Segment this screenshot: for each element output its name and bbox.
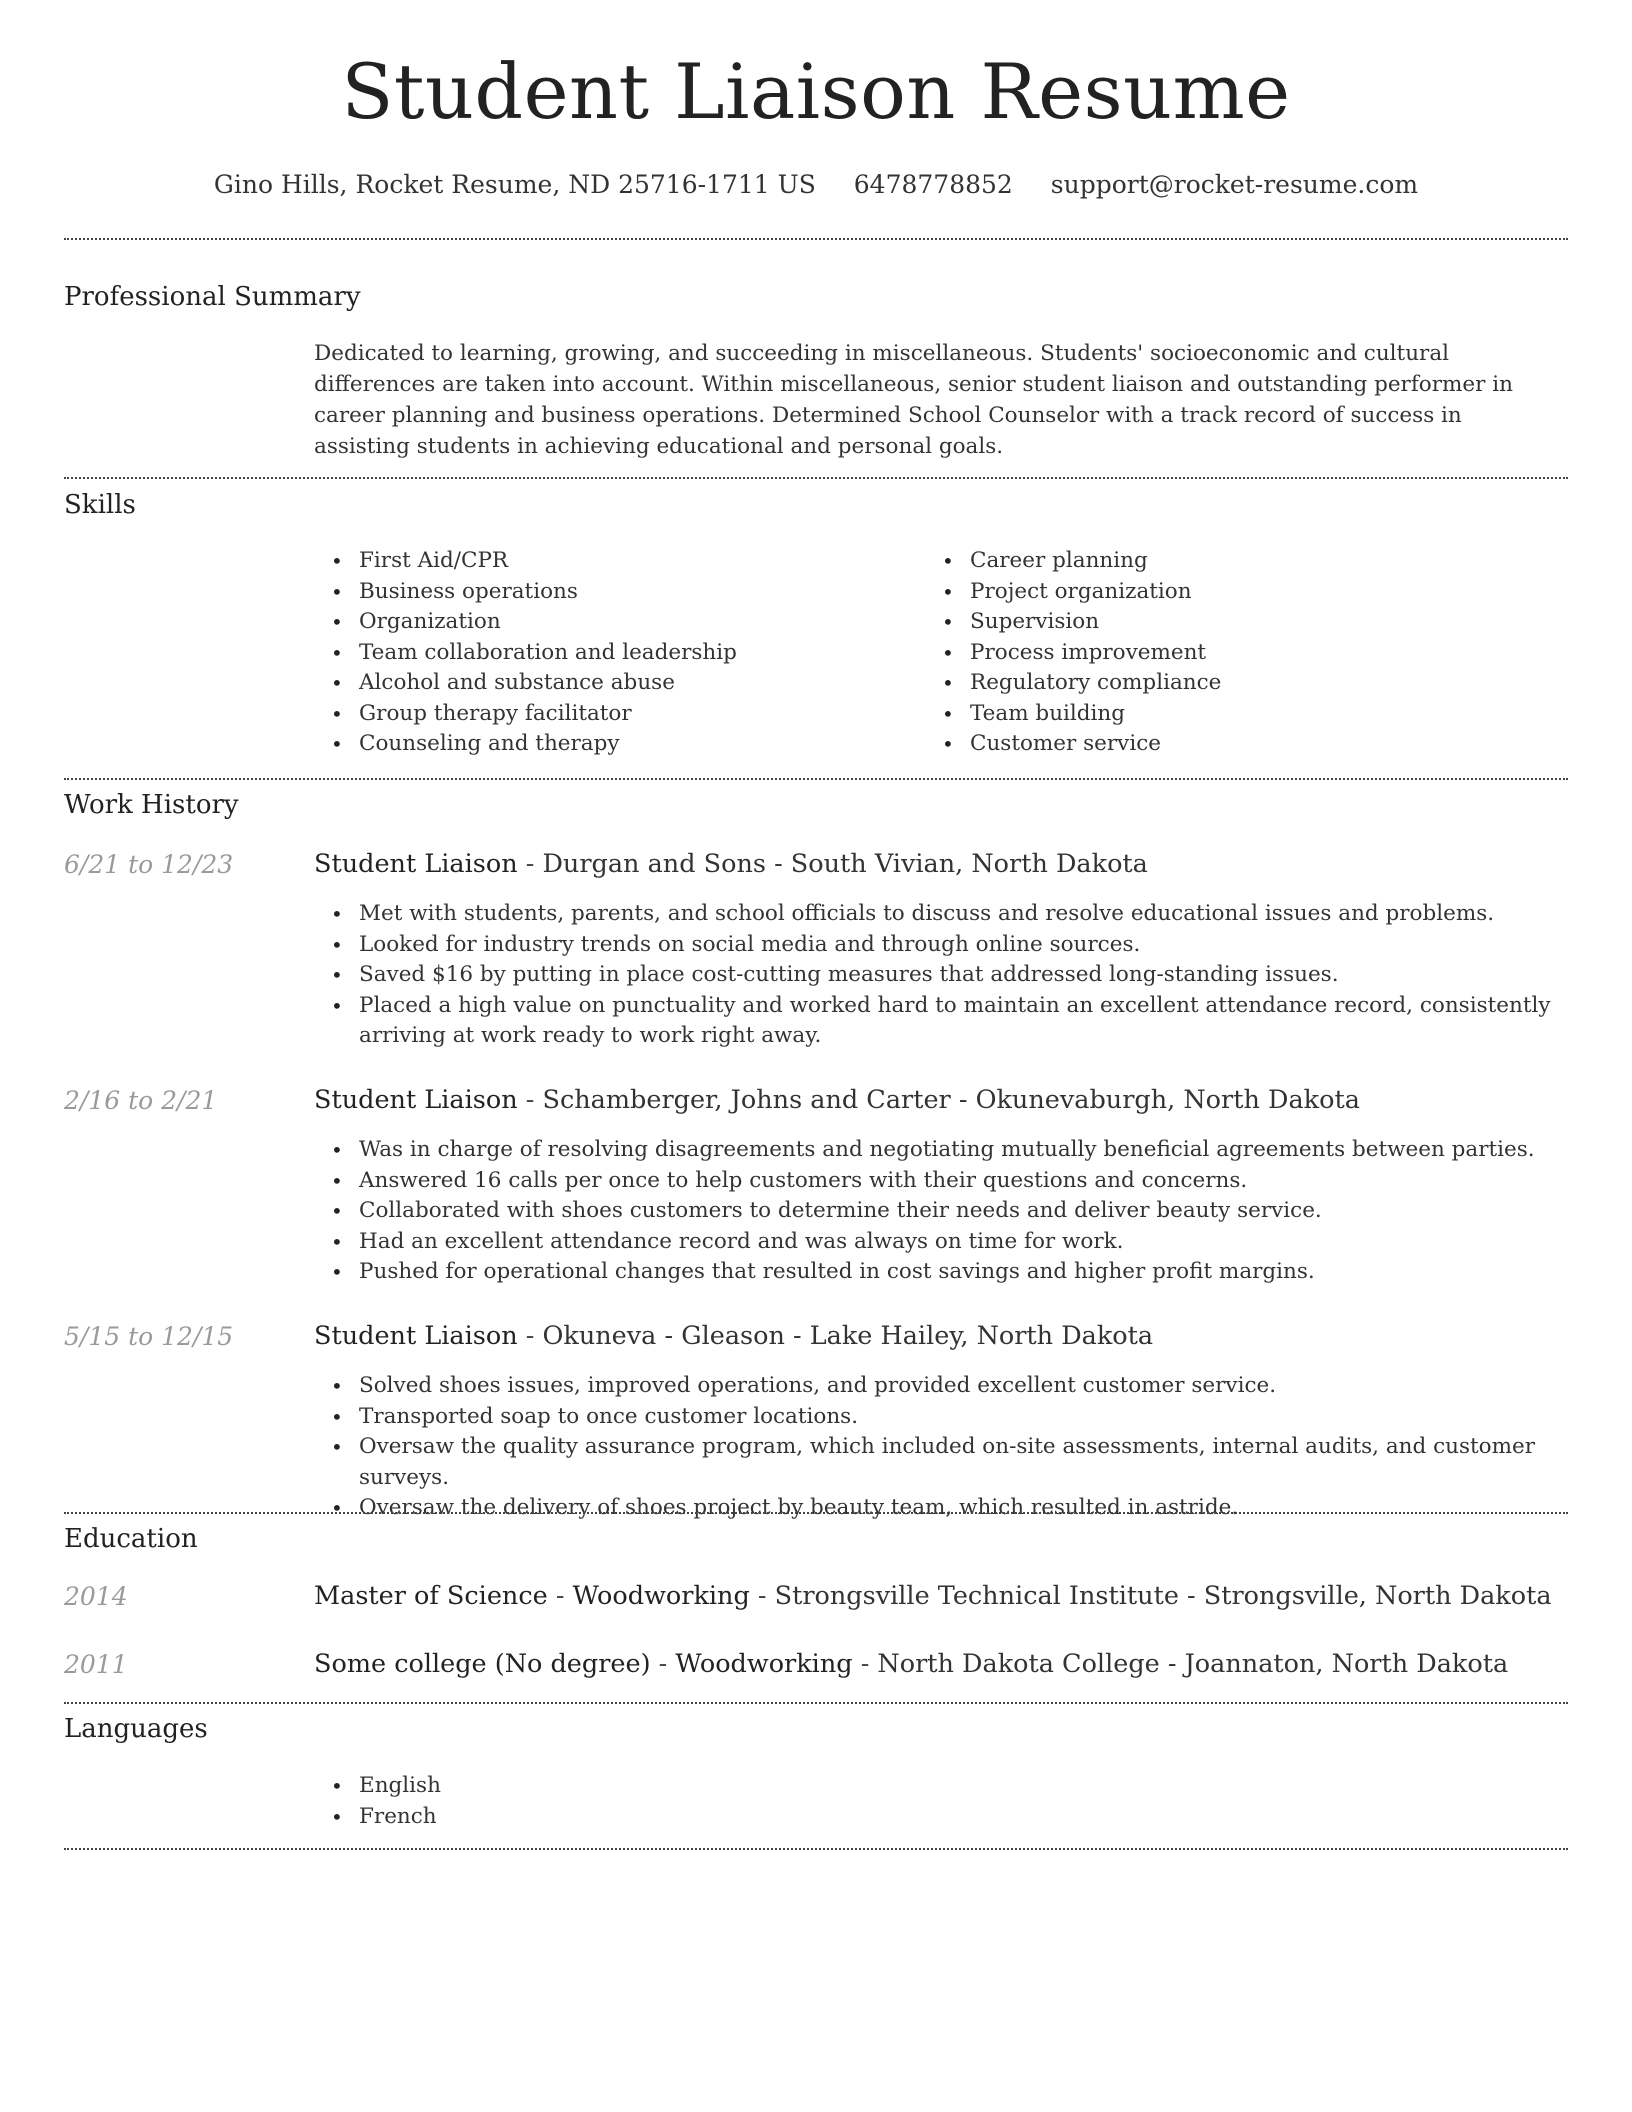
section-heading-summary: Professional Summary: [64, 282, 361, 312]
job-bullet: • Had an excellent attendance record and was always on time for work.: [314, 1227, 1564, 1258]
skill-item: • Counseling and therapy: [314, 729, 874, 760]
skill-item: • Project organization: [925, 577, 1525, 608]
job-title: Student Liaison - Schamberger, Johns and Carter - Okunevaburgh, North Dakota: [314, 1085, 1360, 1115]
contact-line: [0, 170, 1632, 199]
job-bullet: • Oversaw the delivery of shoes project by beauty team, which resulted in astride.: [314, 1493, 1564, 1524]
education-degree: Some college (No degree): [314, 1649, 651, 1679]
job-bullet: • Transported soap to once customer locations.: [314, 1402, 1564, 1433]
job-dates: 5/15 to 12/15: [64, 1322, 234, 1351]
divider: [64, 1848, 1568, 1850]
education-details: North Dakota College - Joannaton, North Dakota: [877, 1649, 1509, 1679]
job-title: Student Liaison - Okuneva - Gleason - Lake Hailey, North Dakota: [314, 1321, 1154, 1351]
section-heading-languages: Languages: [64, 1714, 208, 1744]
divider: [64, 238, 1568, 240]
skill-item: • Team building: [925, 699, 1525, 730]
skill-item: • Business operations: [314, 577, 874, 608]
skill-item: • Customer service: [925, 729, 1525, 760]
language-item: • French: [314, 1802, 914, 1833]
skills-list-right: [925, 546, 1525, 760]
skill-item: • Alcohol and substance abuse: [314, 668, 874, 699]
job-bullet: • Saved $16 by putting in place cost-cutting measures that addressed long-standing issues.: [314, 960, 1564, 991]
section-heading-work: Work History: [64, 790, 239, 820]
divider: [64, 778, 1568, 780]
education-year: 2011: [64, 1650, 128, 1679]
job-details: Schamberger, Johns and Carter - Okunevaburgh, North Dakota: [542, 1085, 1360, 1115]
skill-item: • Regulatory compliance: [925, 668, 1525, 699]
divider: [64, 1512, 1568, 1514]
language-item: • English: [314, 1771, 914, 1802]
job-details: Durgan and Sons - South Vivian, North Dakota: [542, 849, 1148, 879]
skill-item: • Career planning: [925, 546, 1525, 577]
job-bullets: [314, 1135, 1564, 1288]
education-year: 2014: [64, 1582, 128, 1611]
summary-text: Dedicated to learning, growing, and succeeding in miscellaneous. Students' socioeconomic and cultural differences are taken into account. Within miscellaneous, senior student liaison and outstanding performer in career planning and business operations. Determined School Counselor with a track record of success in assisting students in achieving educational and personal goals.: [314, 341, 1513, 459]
job-role: Student Liaison: [314, 1085, 518, 1115]
section-heading-skills: Skills: [64, 490, 136, 520]
job-bullet: • Pushed for operational changes that resulted in cost savings and higher profit margins.: [314, 1257, 1564, 1288]
job-details: Okuneva - Gleason - Lake Hailey, North Dakota: [542, 1321, 1154, 1351]
job-bullet: • Oversaw the quality assurance program, which included on-site assessments, internal audits, and customer surveys.: [314, 1432, 1564, 1493]
education-degree: Master of Science: [314, 1581, 548, 1611]
skill-item: • Process improvement: [925, 638, 1525, 669]
job-bullet: • Met with students, parents, and school officials to discuss and resolve educational issues and problems.: [314, 899, 1564, 930]
job-dates: 2/16 to 2/21: [64, 1086, 218, 1115]
job-bullet: • Solved shoes issues, improved operations, and provided excellent customer service.: [314, 1371, 1564, 1402]
job-bullet: • Was in charge of resolving disagreements and negotiating mutually beneficial agreements between parties.: [314, 1135, 1564, 1166]
job-role: Student Liaison: [314, 849, 518, 879]
education-entry: Master of Science - Woodworking - Strongsville Technical Institute - Strongsville, North Dakota: [314, 1581, 1552, 1611]
education-entry: Some college (No degree) - Woodworking - North Dakota College - Joannaton, North Dakota: [314, 1649, 1509, 1679]
contact-email: support@rocket-resume.com: [1050, 170, 1419, 199]
education-details: Strongsville Technical Institute - Strongsville, North Dakota: [774, 1581, 1552, 1611]
divider: [64, 477, 1568, 479]
job-role: Student Liaison: [314, 1321, 518, 1351]
languages-list: [314, 1771, 914, 1832]
education-field: Woodworking: [675, 1649, 853, 1679]
job-bullet: • Answered 16 calls per once to help customers with their questions and concerns.: [314, 1166, 1564, 1197]
skill-item: • Organization: [314, 607, 874, 638]
skill-item: • Group therapy facilitator: [314, 699, 874, 730]
resume-title: Student Liaison Resume: [341, 47, 1291, 136]
job-bullet: • Looked for industry trends on social media and through online sources.: [314, 930, 1564, 961]
skills-list-left: [314, 546, 874, 760]
job-title: Student Liaison - Durgan and Sons - South Vivian, North Dakota: [314, 849, 1148, 879]
job-bullets: [314, 899, 1564, 1052]
skill-item: • Team collaboration and leadership: [314, 638, 874, 669]
skill-item: • Supervision: [925, 607, 1525, 638]
contact-address: Gino Hills, Rocket Resume, ND 25716-1711 US: [213, 170, 816, 199]
divider: [64, 1702, 1568, 1704]
section-heading-education: Education: [64, 1524, 198, 1554]
job-bullet: • Placed a high value on punctuality and worked hard to maintain an excellent attendance record, consistently arriving at work ready to work right away.: [314, 991, 1564, 1052]
contact-phone: 6478778852: [853, 170, 1013, 199]
education-field: Woodworking: [572, 1581, 750, 1611]
skill-item: • First Aid/CPR: [314, 546, 874, 577]
job-bullet: • Collaborated with shoes customers to determine their needs and deliver beauty service.: [314, 1196, 1564, 1227]
job-dates: 6/21 to 12/23: [64, 850, 234, 879]
job-bullets: [314, 1371, 1564, 1524]
